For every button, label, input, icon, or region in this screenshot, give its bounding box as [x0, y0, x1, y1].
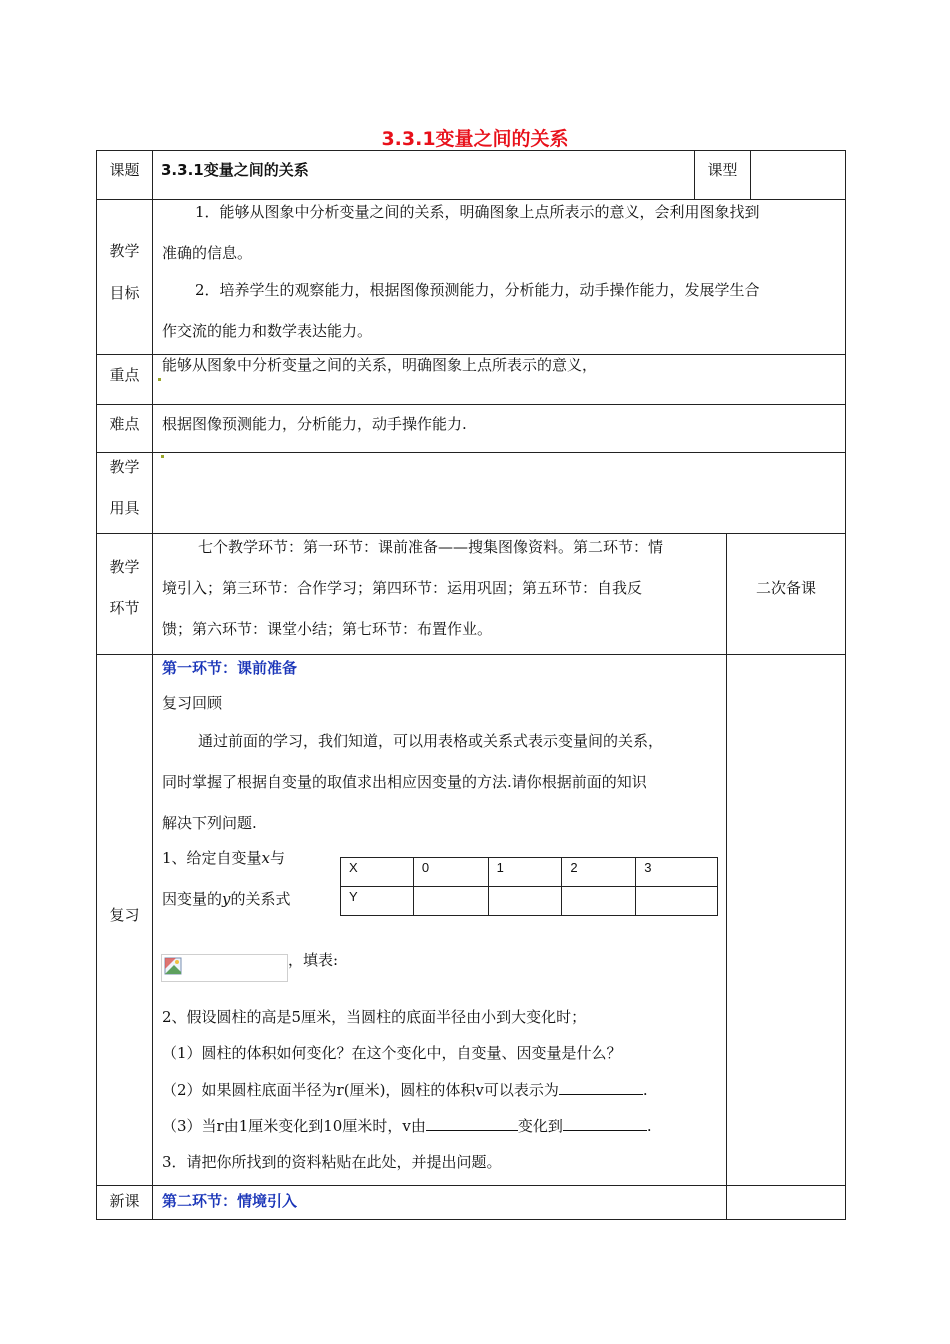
review-subheading: 复习回顾	[162, 694, 223, 712]
table-cell: 1	[488, 858, 562, 887]
xy-value-table	[340, 857, 718, 916]
marker-dot	[161, 455, 164, 458]
table-cell: 0	[413, 858, 488, 887]
key-point-text: 能够从图象中分析变量之间的关系，明确图象上点所表示的意义，	[162, 356, 598, 374]
stages-line-1: 七个教学环节：第一环节：课前准备——搜集图像资料。第二环节：情	[198, 538, 664, 556]
key-point-label: 重点	[109, 366, 140, 384]
table-row	[341, 858, 718, 887]
goals-label-2: 目标	[109, 284, 140, 302]
table-cell	[488, 887, 562, 916]
goal-1-line-1: 1．能够从图象中分析变量之间的关系，明确图象上点所表示的意义，会利用图象找到	[195, 203, 760, 221]
table-cell	[413, 887, 488, 916]
variable-x: x	[261, 849, 271, 867]
stage-1-heading: 第一环节：课前准备	[162, 659, 298, 677]
topic-value: 3.3.1变量之间的关系	[161, 161, 309, 179]
difficulty-label: 难点	[109, 415, 140, 433]
topic-label: 课题	[109, 161, 140, 179]
table-cell: 2	[562, 858, 636, 887]
table-cell: X	[341, 858, 414, 887]
question-1-line-1: 1、给定自变量x与	[162, 849, 286, 867]
table-cell: 3	[636, 858, 718, 887]
question-3: 3．请把你所找到的资料粘贴在此处，并提出问题。	[162, 1153, 502, 1171]
goal-2-line-2: 作交流的能力和数学表达能力。	[162, 322, 373, 340]
review-para-line-3: 解决下列问题.	[162, 814, 257, 832]
review-para-line-2: 同时掌握了根据自变量的取值求出相应因变量的方法.请你根据前面的知识	[162, 773, 647, 791]
question-1-fill-prompt: ，填表:	[288, 951, 339, 969]
formula-image-placeholder	[161, 954, 288, 982]
goal-1-line-2: 准确的信息。	[162, 244, 253, 262]
answer-blank	[426, 1116, 518, 1131]
document-title: 3.3.1变量之间的关系	[381, 128, 569, 150]
question-1-line-2: 因变量的y的关系式	[162, 890, 291, 908]
table-cell	[636, 887, 718, 916]
goal-2-line-1: 2．培养学生的观察能力，根据图像预测能力，分析能力，动手操作能力，发展学生合	[195, 281, 760, 299]
stages-line-2: 境引入；第三环节：合作学习；第四环节：运用巩固；第五环节：自我反	[162, 579, 643, 597]
question-2-3: （3）当r由1厘米变化到10厘米时，v由 变化到 .	[162, 1117, 652, 1135]
difficulty-text: 根据图像预测能力，分析能力，动手操作能力.	[162, 415, 467, 433]
marker-dot	[158, 378, 161, 381]
question-2-1: （1）圆柱的体积如何变化？在这个变化中，自变量、因变量是什么？	[162, 1044, 622, 1062]
review-label: 复习	[109, 906, 140, 924]
second-prep-label: 二次备课	[755, 579, 816, 597]
stage-2-heading: 第二环节：情境引入	[162, 1192, 298, 1210]
new-lesson-label: 新课	[109, 1192, 140, 1210]
question-2: 2、假设圆柱的高是5厘米，当圆柱的底面半径由小到大变化时；	[162, 1008, 587, 1026]
tools-label-1: 教学	[109, 458, 140, 476]
table-cell: Y	[341, 887, 414, 916]
broken-image-icon	[164, 957, 182, 975]
variable-y: y	[222, 890, 231, 908]
stages-label-2: 环节	[109, 599, 140, 617]
type-label: 课型	[707, 161, 738, 179]
goals-label-1: 教学	[109, 242, 140, 260]
table-row	[341, 887, 718, 916]
answer-blank	[559, 1080, 643, 1095]
question-2-2: （2）如果圆柱底面半径为r(厘米)，圆柱的体积v可以表示为 .	[162, 1081, 648, 1099]
stages-label-1: 教学	[109, 558, 140, 576]
table-cell	[562, 887, 636, 916]
tools-label-2: 用具	[109, 499, 140, 517]
review-para-line-1: 通过前面的学习，我们知道，可以用表格或关系式表示变量间的关系，	[198, 732, 664, 750]
answer-blank	[563, 1116, 647, 1131]
stages-line-3: 馈；第六环节：课堂小结；第七环节：布置作业。	[162, 620, 493, 638]
